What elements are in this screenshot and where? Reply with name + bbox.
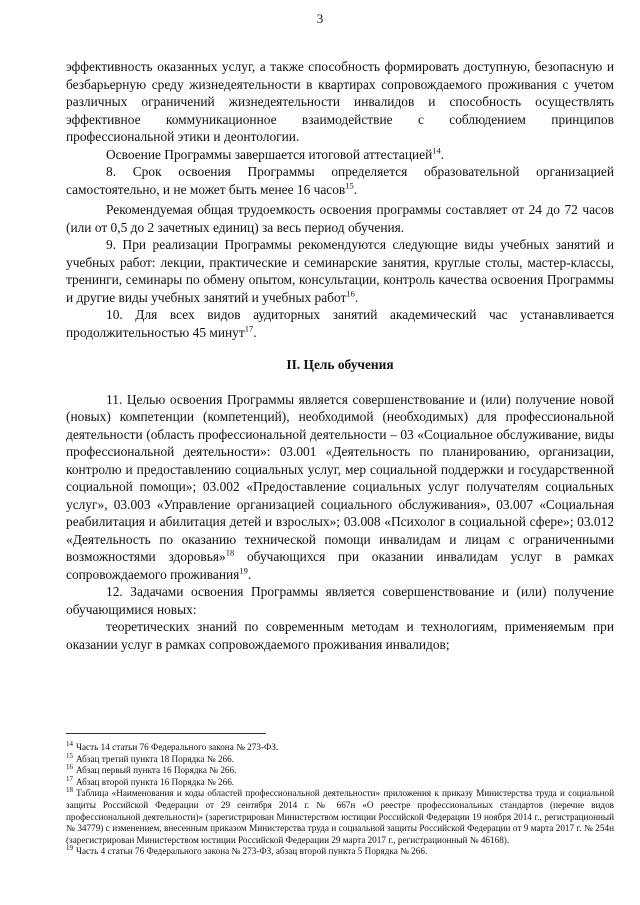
paragraph-duration <box>66 163 614 198</box>
page-number: 3 <box>316 11 324 26</box>
footnote-number: 16 <box>66 763 73 772</box>
footnote-ref: 17 <box>244 323 254 334</box>
footnote-ref: 15 <box>345 180 354 191</box>
paragraph-text: 12. Задачами освоения Программы является совершенствование и (или) получение обучающимися новых: <box>66 584 614 617</box>
footnote-number: 15 <box>66 751 73 760</box>
footnote <box>66 765 614 777</box>
footnote-text: Абзац третий пункта 18 Порядка № 266. <box>76 753 235 764</box>
paragraph-tasks <box>66 583 614 618</box>
footnote-number: 18 <box>66 786 73 795</box>
footnote-text: Абзац первый пункта 16 Порядка № 266. <box>76 765 237 776</box>
punctuation: . <box>354 289 359 305</box>
footnote-number: 14 <box>66 739 73 748</box>
footnote <box>66 774 614 789</box>
footnote <box>66 846 614 858</box>
footnote-ref: 14 <box>432 145 441 156</box>
punctuation: . <box>440 146 445 162</box>
footnote-ref: 19 <box>239 565 248 576</box>
paragraph-goal <box>66 391 614 584</box>
punctuation: . <box>253 324 257 340</box>
paragraph-text: Рекомендуемая общая трудоемкость освоения программы составляет от 24 до 72 часов (или от 0,5 до 2 зачетных единиц) за весь период обучения. <box>66 202 614 235</box>
paragraph-academic-hour <box>66 306 614 341</box>
footnotes <box>66 739 614 858</box>
paragraph-text: Освоение Программы завершается итоговой аттестацией <box>106 146 433 162</box>
punctuation: . <box>247 566 252 582</box>
paragraph-workload <box>66 201 614 236</box>
paragraph-competencies <box>66 58 614 146</box>
document-body <box>66 58 614 653</box>
footnote <box>66 739 614 754</box>
footnote-ref: 18 <box>225 547 235 558</box>
footnote-number: 19 <box>66 844 73 853</box>
footnote-separator <box>66 733 266 734</box>
paragraph-text: эффективность оказанных услуг, а также способность формировать доступную, безопасную и безбарьерную среду жизнедеятельности в квартирах сопровождаемого проживания с учетом различных ограничений жизнедеятельности инвалидов и способность осуществлять эффективное коммуникационное взаимодействие с соблюдением принципов профессиональной этики и деонтологии. <box>66 59 614 144</box>
footnote <box>66 788 614 846</box>
footnote-number: 17 <box>66 774 73 783</box>
paragraph-text: 9. При реализации Программы рекомендуются следующие виды учебных занятий и учебных работ: лекции, практические и семинарские занятия, круглые столы, мастер-классы, тренинги, семинары по обмену опытом, консультации, контроль качества освоения Программы и другие виды учебных занятий и учебных работ <box>66 237 614 305</box>
paragraph-study-types <box>66 236 614 306</box>
paragraph-text: 8. Срок освоения Программы определяется образовательной организацией самостоятельно, и не может быть менее 16 часов <box>66 164 614 197</box>
paragraph-theory <box>66 618 614 653</box>
paragraph-text: 10. Для всех видов аудиторных занятий академический час устанавливается продолжительностью 45 минут <box>66 307 614 340</box>
footnote-text: Абзац второй пункта 16 Порядка № 266. <box>76 776 235 787</box>
paragraph-text: теоретических знаний по современным методам и технологиям, применяемым при оказании услуг в рамках сопровождаемого проживания инвалидов; <box>66 619 614 652</box>
punctuation: . <box>353 181 358 197</box>
footnote-text: Часть 14 статьи 76 Федерального закона № 273-ФЗ. <box>76 742 279 752</box>
paragraph-text: 11. Целью освоения Программы является совершенствование и (или) получение новой (новых) компетенции (компетенций), необходимой (необходимых) для профессиональной деятельности (область профессиональной деятельности – 03 «Социальное обслуживание, виды профессиональной деятельности»: 03.001 «Деятельность по планированию, организации, контролю и предоставлению социальных услуг, мер социальной поддержки и государственной социальной помощи»; 03.002 «Предоставление социальных услуг получателям социальных услуг», 03.003 «Управление организацией социального обслуживания», 03.007 «Социальная реабилитация и абилитация детей и взрослых»; 03.008 «Психолог в социальной сфере»; 03.012 «Деятельность по оказанию технической помощи инвалидам и лицам с ограниченными возможностями здоровья» <box>66 391 614 564</box>
footnote-ref: 16 <box>346 288 355 299</box>
footnote-text: Часть 4 статьи 76 Федерального закона № 273-ФЗ, абзац второй пункта 5 Порядка № 266. <box>76 846 428 857</box>
footnote-text: Таблица «Наименования и коды областей профессиональной деятельности» приложения к приказу Министерства труда и социальной защиты Российской Федерации от 29 сентября 2014 г. № 667н «О реестре профессиональных стандартов (перечне видов профессиональной деятельности)» (зарегистрирован Министерством юстиции Российской Федерации 19 ноября 2014 г., регистрационный № 34779) с изменением, внесенным приказом Министерства труда и социальной защиты Российской Федерации от 9 марта 2017 г. № 254н (зарегистрирован Министерством юстиции Российской Федерации 29 марта 2017 г., регистрационный № 46168). <box>66 788 614 845</box>
section-heading: II. Цель обучения <box>286 357 394 372</box>
footnote <box>66 751 614 766</box>
paragraph-attestation <box>66 146 614 164</box>
paragraph-text: обучающихся при оказании инвалидам услуг в рамках сопровождаемого проживания <box>66 549 614 582</box>
